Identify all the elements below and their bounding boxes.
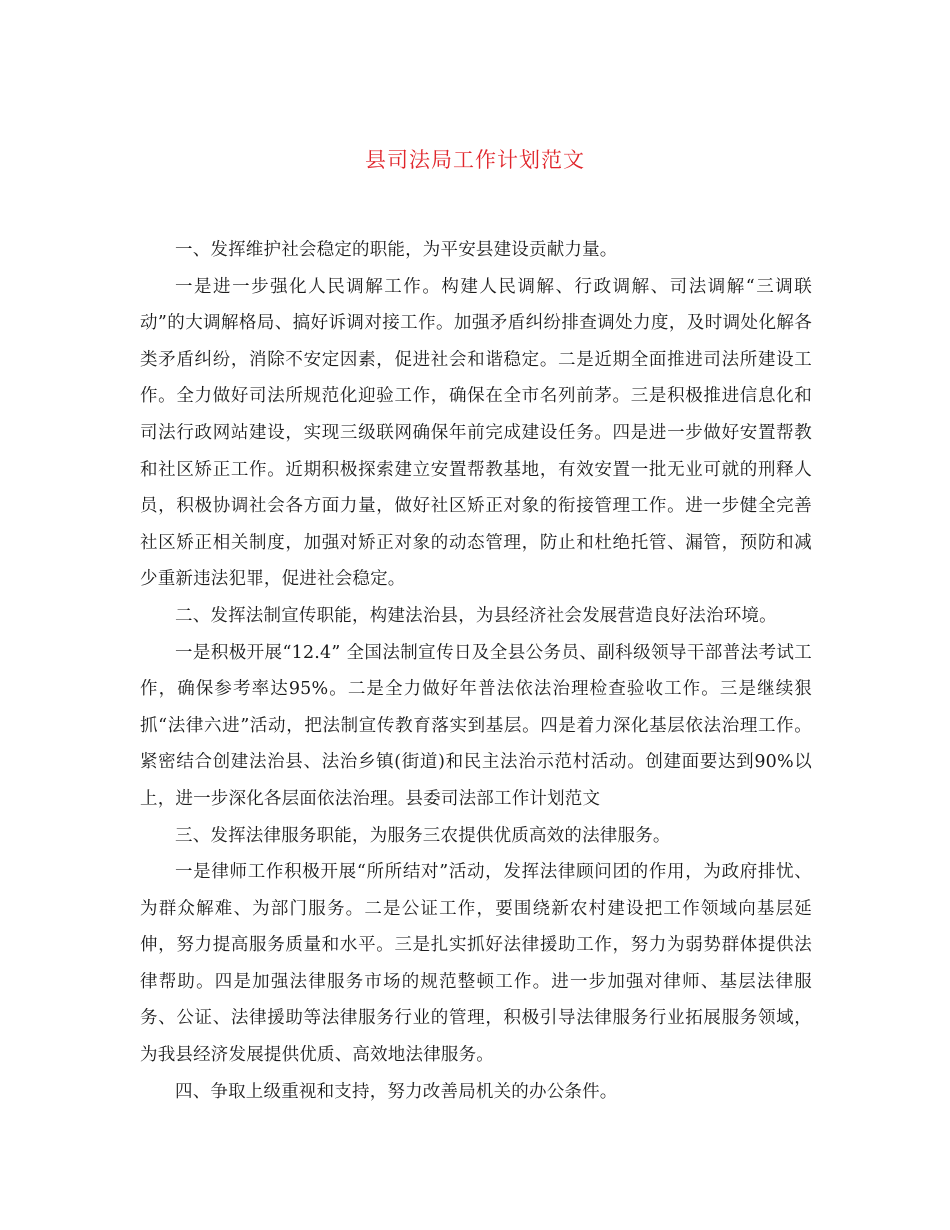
body-paragraph-1: 一是进一步强化人民调解工作。构建人民调解、行政调解、司法调解“三调联动”的大调解格局、搞好诉调对接工作。加强矛盾纠纷排查调处力度，及时调处化解各类矛盾纠纷，消除不安定因素，促进社会和谐稳定。二是近期全面推进司法所建设工作。全力做好司法所规范化迎验工作，确保在全市名列前茅。三是积极推进信息化和司法行政网站建设，实现三级联网确保年前完成建设任务。四是进一步做好安置帮教和社区矫正工作。近期积极探索建立安置帮教基地，有效安置一批无业可就的刑释人员，积极协调社会各方面力量，做好社区矫正对象的衔接管理工作。进一步健全完善社区矫正相关制度，加强对矫正对象的动态管理，防止和杜绝托管、漏管，预防和减少重新违法犯罪，促进社会稳定。 <box>140 276 812 590</box>
section-heading-1: 一、发挥维护社会稳定的职能，为平安县建设贡献力量。 <box>175 240 618 260</box>
document-title: 县司法局工作计划范文 <box>365 148 585 172</box>
document-body <box>140 232 812 1110</box>
body-paragraph-3: 一是律师工作积极开展“所所结对”活动，发挥法律顾问团的作用，为政府排忧、为群众解难、为部门服务。二是公证工作，要围绕新农村建设把工作领域向基层延伸，努力提高服务质量和水平。三是扎实抓好法律援助工作，努力为弱势群体提供法律帮助。四是加强法律服务市场的规范整顿工作。进一步加强对律师、基层法律服务、公证、法律援助等法律服务行业的管理，积极引导法律服务行业拓展服务领域，为我县经济发展提供优质、高效地法律服务。 <box>140 862 812 1066</box>
section-heading-3: 三、发挥法律服务职能，为服务三农提供优质高效的法律服务。 <box>175 825 671 846</box>
body-paragraph-2: 一是积极开展“12.4” 全国法制宣传日及全县公务员、副科级领导干部普法考试工作，确保参考率达95%。二是全力做好年普法依法治理检查验收工作。三是继续狠抓“法律六进”活动，把法制宣传教育落实到基层。四是着力深化基层依法治理工作。紧密结合创建法治县、法治乡镇(街道)和民主法治示范村活动。创建面要达到90%以上，进一步深化各层面依法治理。县委司法部工作计划范文 <box>140 642 812 809</box>
section-heading-2: 二、发挥法制宣传职能，构建法治县，为县经济社会发展营造良好法治环境。 <box>175 605 777 626</box>
section-heading-4: 四、争取上级重视和支持，努力改善局机关的办公条件。 <box>175 1081 618 1102</box>
